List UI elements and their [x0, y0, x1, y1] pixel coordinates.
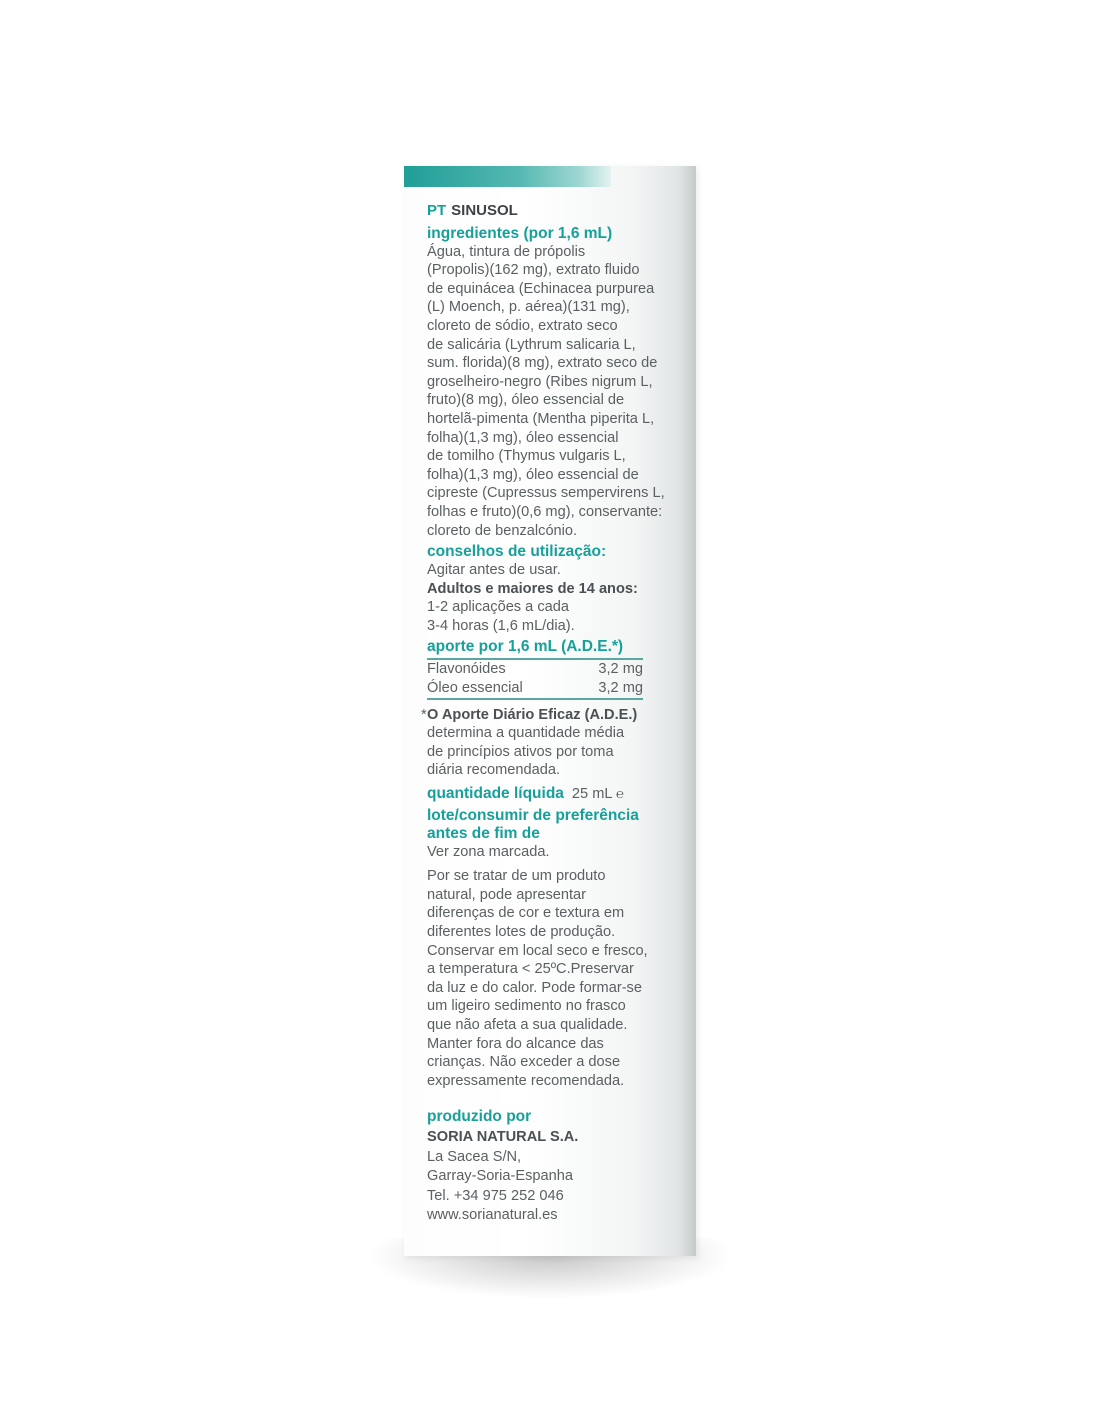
lot-heading [427, 807, 679, 843]
ade-note [421, 706, 679, 780]
language-code: PT [427, 202, 447, 219]
ingredients-heading: ingredientes (por 1,6 mL) [427, 224, 613, 242]
ingredients-line: sum. florida)(8 mg), extrato seco de [427, 355, 658, 372]
ingredients-line: cipreste (Cupressus sempervirens L, [427, 485, 665, 502]
ade-note-line: determina a quantidade média [427, 725, 625, 742]
ingredients-line: cloreto de benzalcónio. [427, 522, 578, 539]
storage-text [427, 867, 679, 1090]
storage-line: que não afeta a sua qualidade. [427, 1016, 628, 1033]
ingredients-line: hortelã-pimenta (Mentha piperita L, [427, 410, 655, 427]
lot-text: Ver zona marcada. [427, 843, 550, 860]
intake-table [427, 658, 643, 699]
product-name: SINUSOL [451, 202, 518, 219]
ingredients-line: Água, tintura de própolis [427, 243, 586, 260]
table-row [427, 659, 643, 679]
table-row [427, 679, 643, 699]
lot-heading-line: lote/consumir de preferência [427, 806, 639, 824]
producer-company: SORIA NATURAL S.A. [427, 1129, 579, 1146]
net-quantity-heading: quantidade líquida [427, 785, 564, 803]
storage-line: da luz e do calor. Pode formar-se [427, 979, 642, 996]
estimated-sign-icon: ℮ [616, 786, 624, 802]
producer-info [427, 1128, 679, 1226]
label-content [421, 202, 679, 1226]
usage-line: 3-4 horas (1,6 mL/dia). [427, 617, 575, 634]
intake-heading: aporte por 1,6 mL (A.D.E.*) [427, 638, 624, 656]
usage-heading: conselhos de utilização: [427, 543, 607, 561]
ingredients-line: de salicária (Lythrum salicaria L, [427, 336, 636, 353]
usage-line: 1-2 aplicações a cada [427, 599, 569, 616]
ingredients-line: fruto)(8 mg), óleo essencial de [427, 392, 625, 409]
ade-note-line: de princípios ativos por toma [427, 743, 614, 760]
ingredients-line: (L) Moench, p. aérea)(131 mg), [427, 299, 630, 316]
ingredients-line: (Propolis)(162 mg), extrato fluido [427, 262, 640, 279]
intake-name: Óleo essencial [427, 680, 523, 697]
intake-name: Flavonóides [427, 661, 506, 678]
net-quantity [427, 785, 679, 804]
producer-phone: Tel. +34 975 252 046 [427, 1187, 564, 1204]
intake-value: 3,2 mg [598, 680, 643, 697]
producer-address: Garray-Soria-Espanha [427, 1168, 574, 1185]
ingredients-line: de equinácea (Echinacea purpurea [427, 280, 655, 297]
ingredients-line: folhas e fruto)(0,6 mg), conservante: [427, 503, 663, 520]
storage-line: expressamente recomendada. [427, 1072, 625, 1089]
product-title [427, 202, 679, 221]
teal-accent-bar [404, 166, 611, 187]
storage-line: crianças. Não exceder a dose [427, 1054, 621, 1071]
ade-note-line: diária recomendada. [427, 762, 561, 779]
ingredients-text [427, 243, 679, 541]
usage-line: Agitar antes de usar. [427, 562, 561, 579]
ingredients-line: groselheiro-negro (Ribes nigrum L, [427, 373, 653, 390]
storage-line: Por se tratar de um produto [427, 868, 606, 885]
storage-line: natural, pode apresentar [427, 886, 587, 903]
asterisk: * [421, 706, 427, 723]
usage-audience: Adultos e maiores de 14 anos: [427, 580, 638, 597]
storage-line: um ligeiro sedimento no frasco [427, 998, 626, 1015]
storage-line: Conservar em local seco e fresco, [427, 942, 648, 959]
net-quantity-value: 25 mL [571, 786, 612, 803]
ingredients-line: de tomilho (Thymus vulgaris L, [427, 448, 626, 465]
storage-line: diferenças de cor e textura em [427, 905, 625, 922]
producer-website: www.sorianatural.es [427, 1207, 558, 1224]
storage-line: a temperatura < 25ºC.Preservar [427, 961, 634, 978]
product-box-side-panel [404, 166, 696, 1256]
ingredients-line: folha)(1,3 mg), óleo essencial [427, 429, 619, 446]
storage-line: Manter fora do alcance das [427, 1035, 604, 1052]
ingredients-line: cloreto de sódio, extrato seco [427, 317, 618, 334]
lot-heading-line: antes de fim de [427, 824, 540, 842]
storage-line: diferentes lotes de produção. [427, 924, 616, 940]
ingredients-line: folha)(1,3 mg), óleo essencial de [427, 466, 639, 483]
intake-value: 3,2 mg [598, 661, 643, 678]
producer-address: La Sacea S/N, [427, 1148, 522, 1165]
ade-note-title: O Aporte Diário Eficaz (A.D.E.) [427, 706, 638, 723]
producer-heading: produzido por [427, 1108, 532, 1126]
